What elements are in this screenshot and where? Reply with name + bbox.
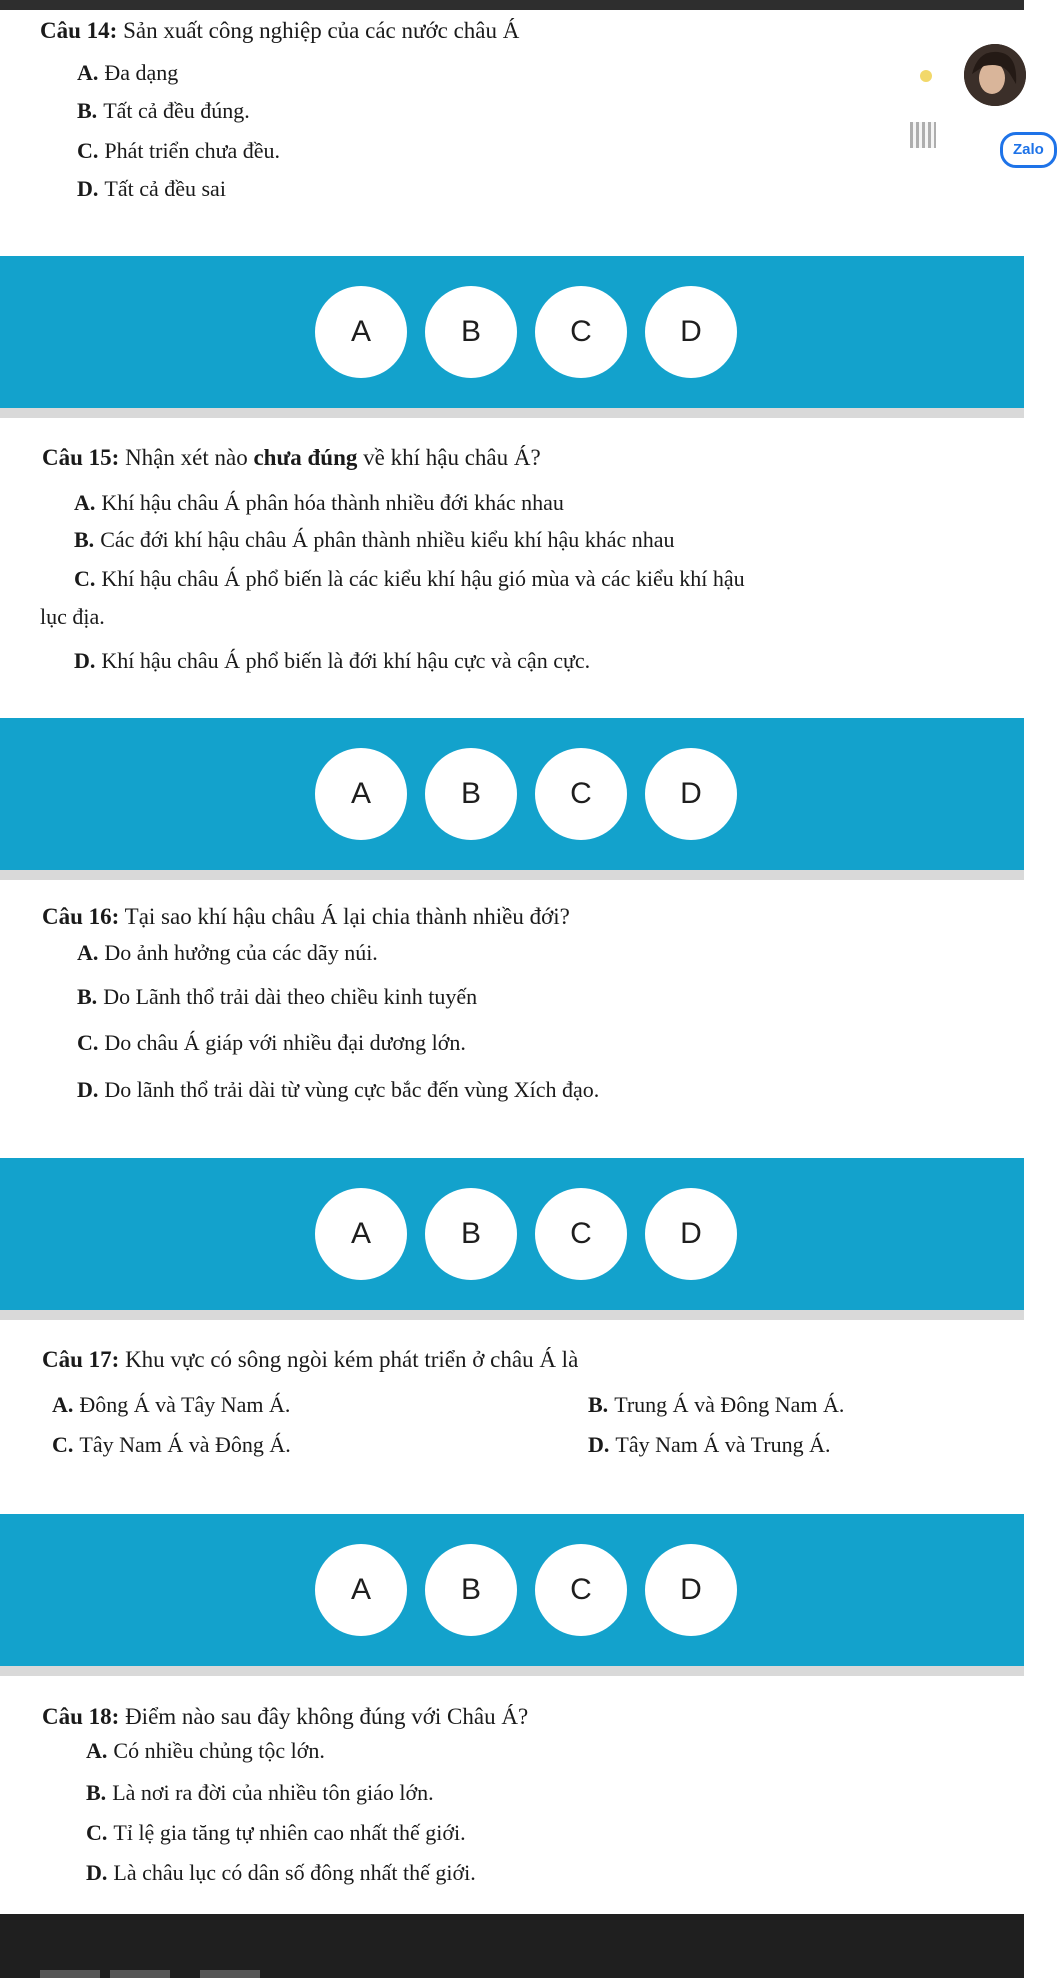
q18-option-c: C. Tỉ lệ gia tăng tự nhiên cao nhất thế giới. <box>86 1820 466 1845</box>
q15-option-c-continued: lục địa. <box>40 604 105 629</box>
answer-bubble-b[interactable]: B <box>425 748 517 840</box>
answer-band-1 <box>0 256 1024 408</box>
answer-bubble-a[interactable]: A <box>315 1544 407 1636</box>
answer-band-2 <box>0 718 1024 870</box>
q17-option-a: A. Đông Á và Tây Nam Á. <box>52 1392 291 1417</box>
answer-bubble-a[interactable]: A <box>315 286 407 378</box>
q17-option-c: C. Tây Nam Á và Đông Á. <box>52 1432 291 1457</box>
qr-thumbnail <box>910 122 936 148</box>
q18-option-d: D. Là châu lục có dân số đông nhất thế giới. <box>86 1860 476 1885</box>
q14-option-a: A. Đa dạng <box>77 60 179 85</box>
answer-band-3 <box>0 1158 1024 1310</box>
q18-option-b: B. Là nơi ra đời của nhiều tôn giáo lớn. <box>86 1780 434 1805</box>
answer-bubble-a[interactable]: A <box>315 1188 407 1280</box>
answer-bubble-c[interactable]: C <box>535 1188 627 1280</box>
q15-option-a: A. Khí hậu châu Á phân hóa thành nhiều đới khác nhau <box>74 490 564 515</box>
q14-option-b: B. Tất cả đều đúng. <box>77 98 250 123</box>
zalo-overlay[interactable] <box>880 40 1044 170</box>
answer-bubble-c[interactable]: C <box>535 748 627 840</box>
q14-option-c: C. Phát triển chưa đều. <box>77 138 281 163</box>
flower-icon <box>920 70 932 82</box>
answer-bubble-d[interactable]: D <box>645 286 737 378</box>
avatar[interactable] <box>964 44 1026 106</box>
answer-bubble-c[interactable]: C <box>535 286 627 378</box>
answer-bubble-d[interactable]: D <box>645 748 737 840</box>
q17-option-b: B. Trung Á và Đông Nam Á. <box>588 1392 845 1417</box>
answer-bubble-b[interactable]: B <box>425 1544 517 1636</box>
q14-option-d: D. Tất cả đều sai <box>77 176 226 201</box>
answer-bubble-d[interactable]: D <box>645 1188 737 1280</box>
bottom-bar-decoration <box>200 1970 260 1978</box>
question-14-title: Câu 14: Sản xuất công nghiệp của các nước châu Á <box>40 18 520 43</box>
q18-option-a: A. Có nhiều chủng tộc lớn. <box>86 1738 325 1763</box>
band-shadow <box>0 870 1024 880</box>
question-16-title: Câu 16: Tại sao khí hậu châu Á lại chia thành nhiều đới? <box>42 904 570 929</box>
q16-option-b: B. Do Lãnh thổ trải dài theo chiều kinh tuyến <box>77 984 478 1009</box>
answer-bubble-b[interactable]: B <box>425 286 517 378</box>
band-shadow <box>0 408 1024 418</box>
q16-option-a: A. Do ảnh hưởng của các dãy núi. <box>77 940 378 965</box>
q15-option-c: C. Khí hậu châu Á phổ biến là các kiểu khí hậu gió mùa và các kiểu khí hậu <box>74 566 745 591</box>
bottom-bar-decoration <box>110 1970 170 1978</box>
band-shadow <box>0 1666 1024 1676</box>
bottom-bar-decoration <box>40 1970 100 1978</box>
answer-band-4 <box>0 1514 1024 1666</box>
zalo-badge[interactable]: Zalo <box>1000 132 1057 168</box>
bottom-bar <box>0 1914 1024 1978</box>
question-15-title: Câu 15: Nhận xét nào chưa đúng về khí hậu châu Á? <box>42 445 541 470</box>
q15-option-b: B. Các đới khí hậu châu Á phân thành nhiều kiểu khí hậu khác nhau <box>74 527 675 552</box>
question-17-title: Câu 17: Khu vực có sông ngòi kém phát triển ở châu Á là <box>42 1347 579 1372</box>
answer-bubble-a[interactable]: A <box>315 748 407 840</box>
band-shadow <box>0 1310 1024 1320</box>
q15-option-d: D. Khí hậu châu Á phổ biến là đới khí hậu cực và cận cực. <box>74 648 591 673</box>
q17-option-d: D. Tây Nam Á và Trung Á. <box>588 1432 831 1457</box>
q16-option-c: C. Do châu Á giáp với nhiều đại dương lớn. <box>77 1030 466 1055</box>
answer-bubble-b[interactable]: B <box>425 1188 517 1280</box>
answer-bubble-d[interactable]: D <box>645 1544 737 1636</box>
top-bar <box>0 0 1024 10</box>
avatar-image-icon <box>964 44 1026 106</box>
answer-bubble-c[interactable]: C <box>535 1544 627 1636</box>
q16-option-d: D. Do lãnh thổ trải dài từ vùng cực bắc đến vùng Xích đạo. <box>77 1077 600 1102</box>
question-18-title: Câu 18: Điểm nào sau đây không đúng với Châu Á? <box>42 1704 529 1729</box>
